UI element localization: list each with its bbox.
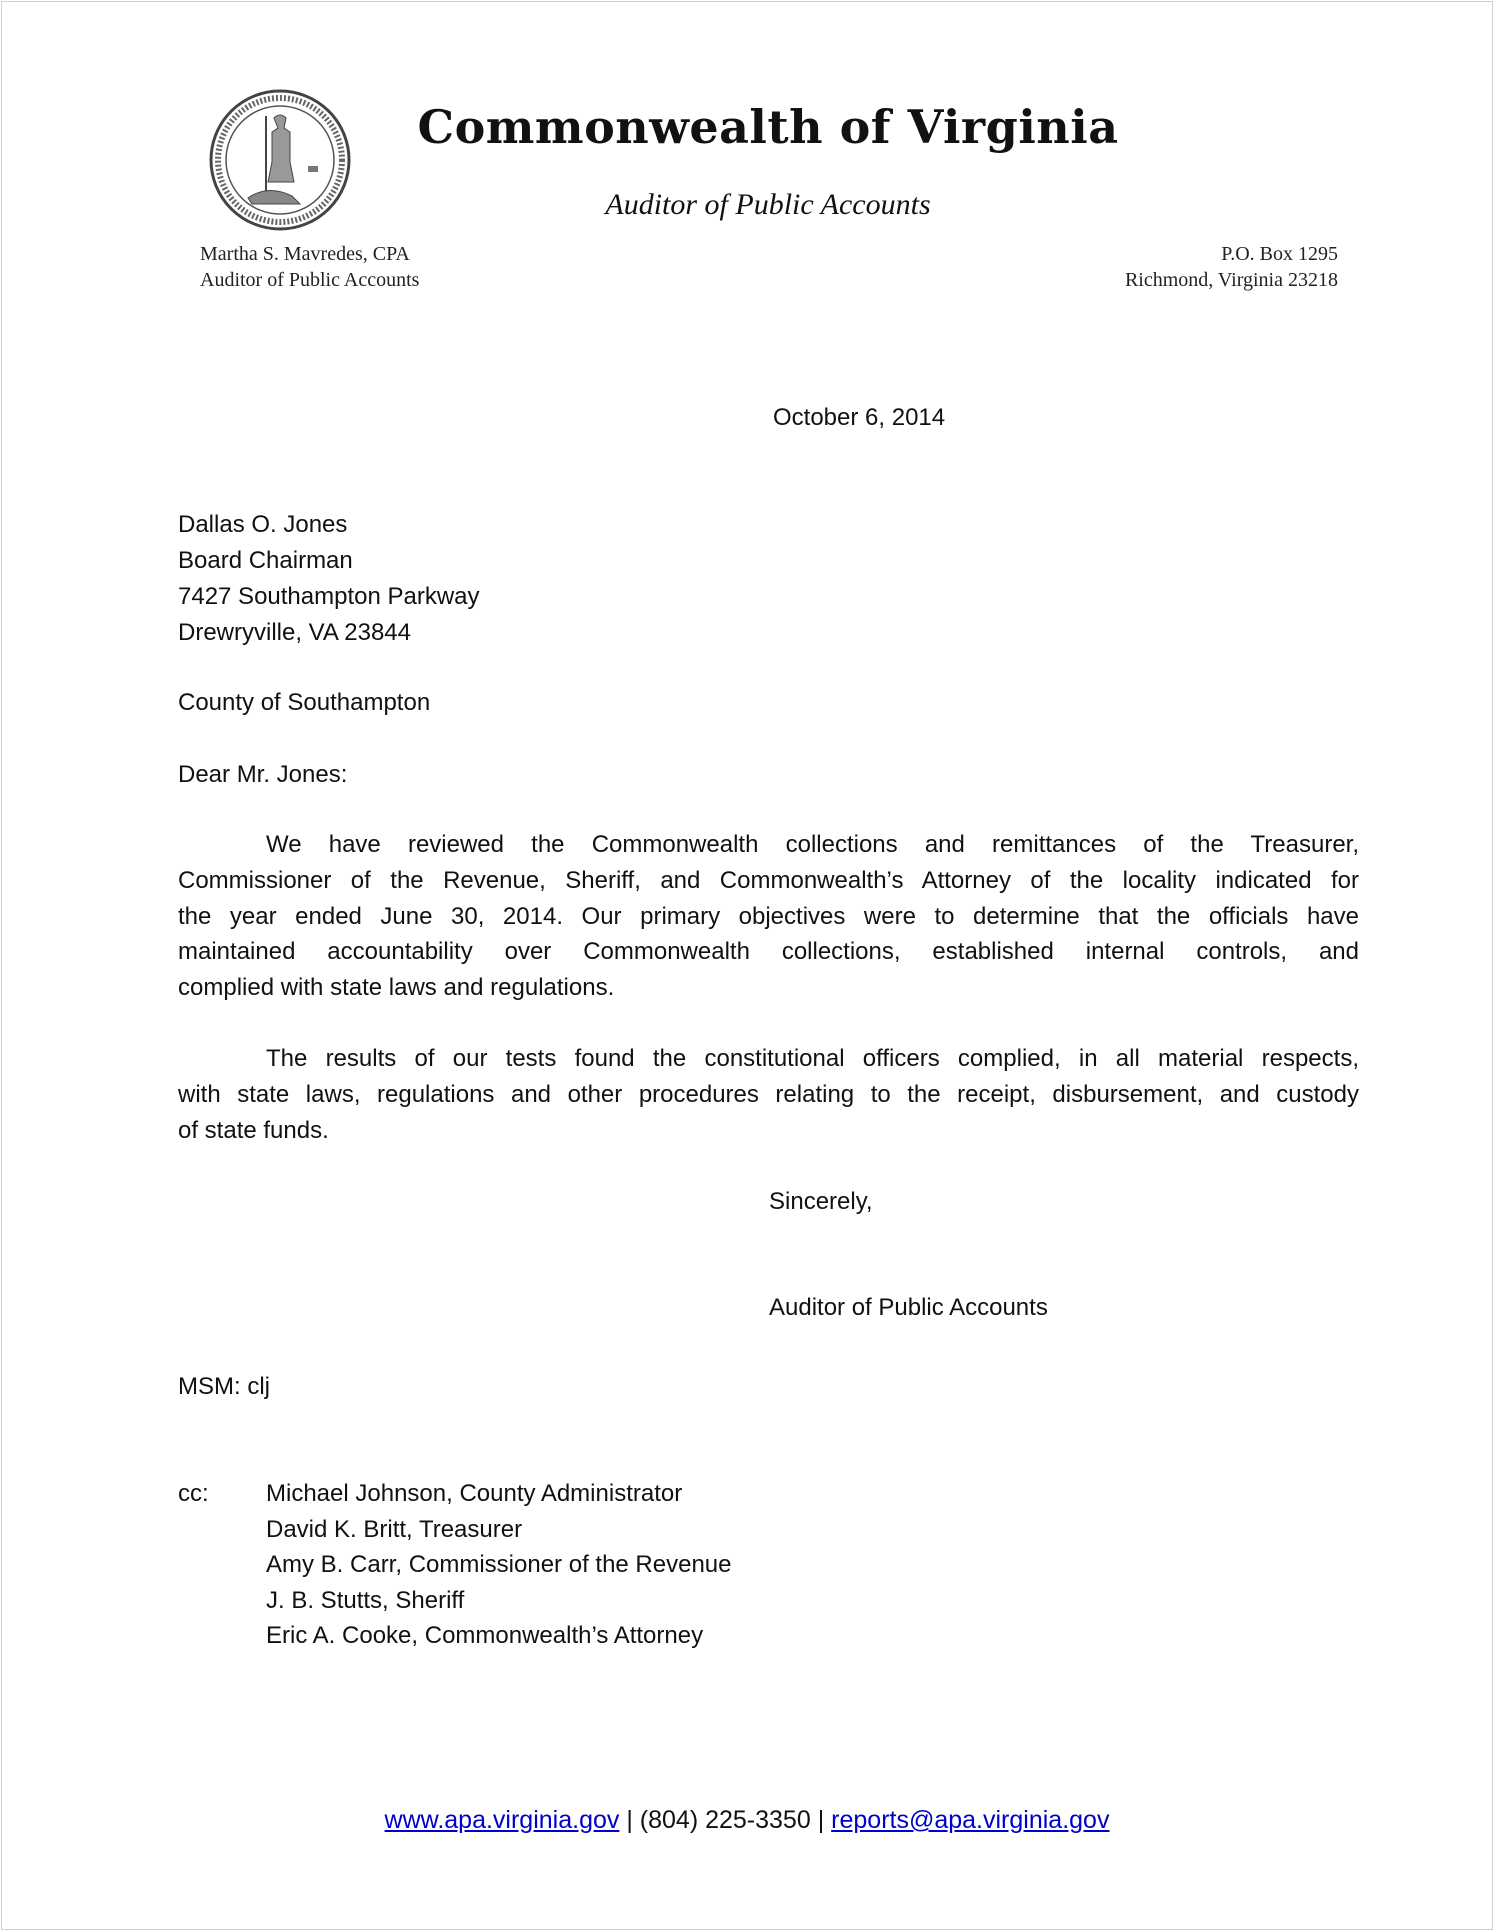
paragraph-line: We have reviewed the Commonwealth collections and remittances of the Treasurer, [266,831,1359,858]
recipient-address [178,507,480,651]
closing: Sincerely, [769,1188,873,1215]
footer [0,1806,1494,1835]
auditor-title: Auditor of Public Accounts [200,269,420,291]
footer-separator: | [817,1806,825,1834]
paragraph-line: with state laws, regulations and other procedures relating to the receipt, disbursement, and custody [178,1080,1359,1108]
paragraph-line: complied with state laws and regulations. [178,974,615,1002]
paragraph-1 [178,827,1359,1006]
initials: MSM: clj [178,1373,270,1400]
website-link[interactable]: www.apa.virginia.gov [384,1806,620,1834]
cc-item: David K. Britt, Treasurer [266,1515,523,1543]
paragraph-line: Commissioner of the Revenue, Sheriff, and Commonwealth’s Attorney of the locality indicated for [178,866,1359,894]
recipient-title: Board Chairman [178,547,353,574]
paragraph-line: the year ended June 30, 2014. Our primary objectives were to determine that the officials have [178,902,1359,930]
paragraph-line: of state funds. [178,1116,329,1144]
cc-label: cc: [178,1480,209,1507]
cc-item: Michael Johnson, County Administrator [266,1480,683,1507]
phone-number: (804) 225-3350 [639,1806,811,1834]
recipient-name: Dallas O. Jones [178,511,348,538]
signature: Auditor of Public Accounts [769,1294,1048,1321]
cc-item: Amy B. Carr, Commissioner of the Revenue [266,1551,732,1579]
letter-date: October 6, 2014 [773,404,946,431]
address-block [1125,241,1338,293]
auditor-name: Martha S. Mavredes, CPA [200,243,410,265]
po-box: P.O. Box 1295 [1221,243,1338,265]
letterhead-title: Commonwealth of Virginia [417,100,1119,154]
city-state-zip: Richmond, Virginia 23218 [1124,269,1338,291]
recipient-city: Drewryville, VA 23844 [178,619,411,646]
email-link[interactable]: reports@apa.virginia.gov [831,1806,1110,1834]
paragraph-line: maintained accountability over Commonwealth collections, established internal controls, and [178,938,1359,966]
salutation: Dear Mr. Jones: [178,761,348,788]
cc-item: J. B. Stutts, Sheriff [266,1586,465,1614]
cc-list [266,1476,732,1654]
letterhead-subtitle: Auditor of Public Accounts [605,188,931,221]
auditor-name-block [200,241,419,293]
recipient-street: 7427 Southampton Parkway [178,583,480,610]
cc-item: Eric A. Cooke, Commonwealth’s Attorney [266,1622,704,1650]
locality: County of Southampton [178,689,431,716]
paragraph-line: The results of our tests found the constitutional officers complied, in all material respects, [266,1045,1359,1072]
footer-separator: | [626,1806,633,1834]
paragraph-2 [178,1041,1359,1148]
